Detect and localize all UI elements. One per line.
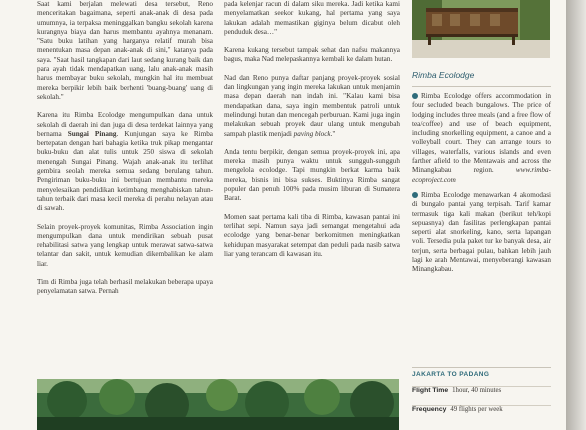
flight-time-value: 1hour, 40 minutes bbox=[452, 387, 502, 394]
page-gutter-shadow bbox=[566, 0, 586, 430]
indonesian-info: Rimba Ecolodge menawarkan 4 akomodasi di bungalo pantai yang terpisah. Tarif kamar termasuk tiga kali makan (berikut teh/kopi sepuasnya) dan fasilitas perlengkapan pantai seperti alat snorkeling, kano, serta lapangan voli. Tersedia pula paket tur ke banyak desa, air terjun, serta berbagai pulau, bahkan lebih jauh lagi ke arah Mentawai, menyeberangi kawasan Minangkabau. bbox=[412, 190, 551, 274]
forest-photo bbox=[37, 379, 399, 430]
bullet-dot-icon bbox=[412, 93, 418, 99]
bold-place-name: Sungai Pinang bbox=[67, 129, 117, 138]
italic-term: paving block bbox=[293, 129, 331, 138]
paragraph: Selain proyek-proyek komunitas, Rimba Association ingin mengumpulkan dana untuk mendirikan sebuah pusat rehabilitasi satwa yang lengkap untuk merawat satwa-satwa telantar dan sakit, untuk kemudian dikembalikan ke alam liar. bbox=[37, 222, 213, 268]
paragraph: Tim di Rimba juga telah berhasil melakukan beberapa upaya penyelamatan satwa. Pernah bbox=[37, 278, 213, 296]
paragraph: Saat kami berjalan melewati desa tersebut, Reno menceritakan bagaimana, seperti anak-anak di desa pada umumnya, ia terpaksa meninggalkan bangku sekolah karena kurangnya biaya dan harus membantu ayahnya menanam. "Satu buku latihan yang harganya relatif murah bisa menentukan masa depan anak-anak di sini," katanya pada saya. "Saat hasil tangkapan dari laut sedang kurang baik dan para ayah tidak mendapatkan uang, lalu anak-anak masih harus membayar buku sekolah, mungkin hal itu membuat mereka berpikir lebih baik berhenti 'buang-buang' uang di sekolah." bbox=[37, 0, 213, 101]
english-info: Rimba Ecolodge offers accommodation in four secluded beach bungalows. The price of lodging includes three meals (and a free flow of tea/coffee) and use of beach equipment, including snorkelling equipment, a canoe and a volleyball court. They can arrange tours to villages, waterfalls, various islands and even farther afield to the Mentawais and across the Minangkabau region. www.rimba-ecoproject.com bbox=[412, 92, 551, 184]
paragraph: Nad dan Reno punya daftar panjang proyek-proyek sosial dan lingkungan yang ingin mereka lakukan untuk menjamin masa depan daerah nan indah ini. "Kalau kami bisa mendapatkan dana, saya ingin membentuk patroli untuk melindungi hutan dan mencegah perburuan. Kami juga ingin melakukan sebuah proyek daur ulang untuk mengubah sampah plastik menjadi paving block." bbox=[224, 73, 400, 138]
bullet-dot-icon bbox=[412, 192, 418, 198]
photo-caption: Rimba Ecolodge bbox=[412, 70, 551, 87]
article-column-2 bbox=[224, 0, 400, 268]
paragraph: Karena kukang tersebut tampak sehat dan nafsu makannya bagus, maka Nad melepaskannya kembali ke dalam hutan. bbox=[224, 46, 400, 64]
flight-time-label: Flight Time bbox=[412, 387, 449, 394]
paragraph: pada kelenjar racun di dalam siku mereka. Jadi ketika kami menyelamatkan seekor kukang, hal pertama yang saya lakukan adalah memastikan giginya belum dicabut oleh penduduk desa…" bbox=[224, 0, 400, 36]
paragraph: Karena itu Rimba Ecolodge mengumpulkan dana untuk sekolah di daerah ini dan juga di desa terdekat lainnya yang bernama Sungai Pinang. Kunjungan saya ke Rimba bertepatan dengan hari bahagia ketika truk pikap mengantar buku-buku dan alat tulis untuk 250 siswa di sekolah menengah Sungai Pinang. Wajah anak-anak itu terlihat gembira seolah mereka semua sedang berulang tahun. Pengiriman buku-buku ini bertujuan membantu mereka menyelesaikan pendidikan ketimbang menghabiskan tahun-tahun terbaik dari masa kecil mereka di perahu nelayan atau di sawah. bbox=[37, 111, 213, 213]
frequency-label: Frequency bbox=[412, 406, 447, 413]
flight-time-row bbox=[412, 386, 551, 401]
website-link[interactable]: www.rimba-ecoproject.com bbox=[412, 166, 551, 184]
sidebar-column bbox=[412, 92, 551, 281]
paragraph: Momen saat pertama kali tiba di Rimba, kawasan pantai ini terlihat sepi. Namun saya jadi semangat mengetahui ada ecolodge yang benar-benar berkomitmen meningkatkan kehidupan masyarakat setempat dan peduli pada nasib satwa liar yang terancam di kawasan itu. bbox=[224, 212, 400, 258]
paragraph: Anda tentu berpikir, dengan semua proyek-proyek ini, apa mereka masih punya waktu untuk sungguh-sungguh mengelola ecolodge. Tapi mungkin berkat karma baik mereka, bisnis ini bisa sukses. Buktinya Rimba sangat populer dan penuh 100% pada musim liburan di Sumatera Barat. bbox=[224, 147, 400, 203]
bungalow-photo bbox=[412, 0, 550, 58]
frequency-row bbox=[412, 405, 551, 420]
frequency-value: 49 flights per week bbox=[450, 406, 503, 413]
article-column-1 bbox=[37, 0, 213, 306]
forest-photo-graphic bbox=[37, 379, 399, 430]
bungalow-photo-graphic bbox=[412, 0, 550, 58]
route-heading: JAKARTA TO PADANG bbox=[412, 367, 551, 378]
